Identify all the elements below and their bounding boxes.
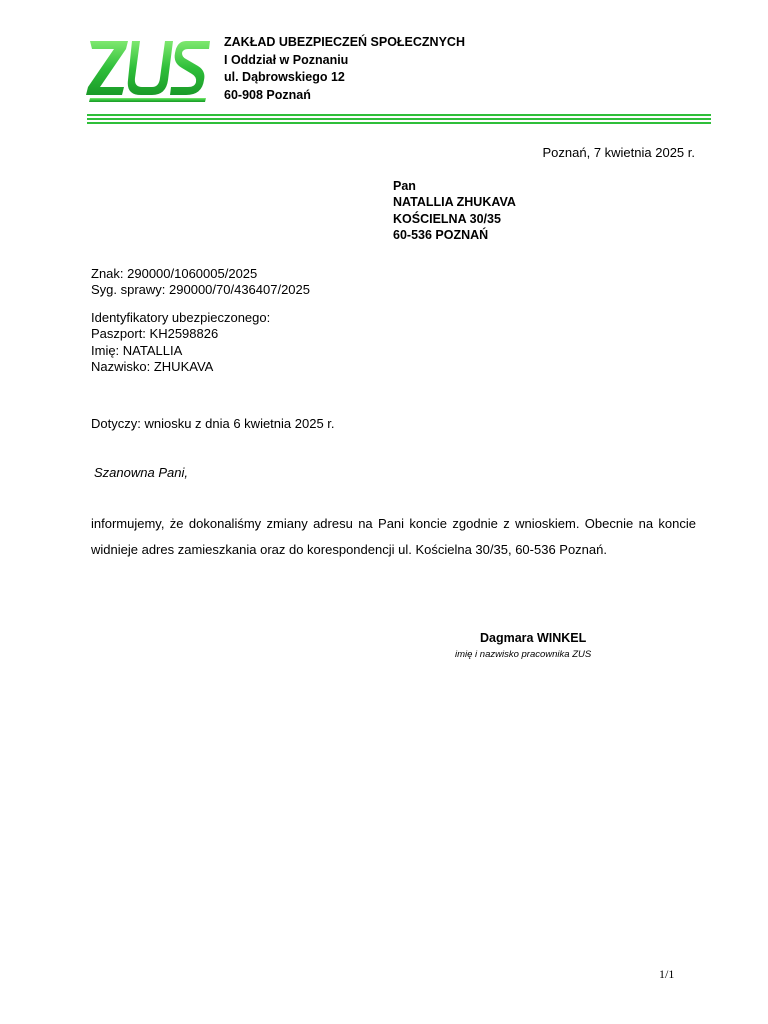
recipient-address [393, 178, 516, 243]
sender-branch: I Oddział w Poznaniu [224, 52, 349, 67]
sender-org-name: ZAKŁAD UBEZPIECZEŃ SPOŁECZNYCH [224, 35, 465, 49]
header-rule-1 [87, 114, 711, 116]
reference-sygnatura: Syg. sprawy: 290000/70/436407/2025 [91, 282, 311, 298]
page-number: 1/1 [659, 967, 675, 981]
sender-address [224, 34, 465, 104]
identifiers-block [91, 310, 270, 375]
logo-underline [89, 98, 206, 102]
recipient-name: NATALLIA ZHUKAVA [393, 195, 516, 210]
identifier-first-name: Imię: NATALLIA [91, 342, 183, 358]
identifier-last-name: Nazwisko: ZHUKAVA [91, 358, 214, 374]
reference-block [91, 266, 310, 299]
logo-letter-z [86, 41, 128, 95]
recipient-title: Pan [393, 179, 416, 193]
signer-role: imię i nazwisko pracownika ZUS [455, 649, 592, 660]
subject-line: Dotyczy: wniosku z dnia 6 kwietnia 2025 r. [91, 416, 335, 431]
identifiers-heading: Identyfikatory ubezpieczonego: [91, 310, 271, 325]
sender-street: ul. Dąbrowskiego 12 [224, 70, 345, 84]
header-rule-3 [87, 122, 711, 124]
letter-date: Poznań, 7 kwietnia 2025 r. [542, 145, 695, 160]
logo-letter-s [170, 41, 210, 95]
salutation: Szanowna Pani, [94, 465, 188, 480]
recipient-postal-city: 60-536 POZNAŃ [393, 227, 489, 242]
signer-name: Dagmara WINKEL [480, 631, 587, 645]
sender-postal-city: 60-908 Poznań [224, 87, 311, 102]
zus-logo [86, 38, 210, 102]
identifier-passport: Paszport: KH2598826 [91, 326, 219, 342]
header-rule-2 [87, 118, 711, 120]
recipient-street: KOŚCIELNA 30/35 [393, 211, 501, 226]
reference-znak: Znak: 290000/1060005/2025 [91, 266, 258, 281]
letter-body: informujemy, że dokonaliśmy zmiany adresu na Pani koncie zgodnie z wnioskiem. Obecnie na koncie widnieje adres zamieszkania oraz do korespondencji ul. Kościelna 30/35, 60-536 Poznań. [91, 516, 696, 557]
logo-letter-u [128, 41, 173, 95]
